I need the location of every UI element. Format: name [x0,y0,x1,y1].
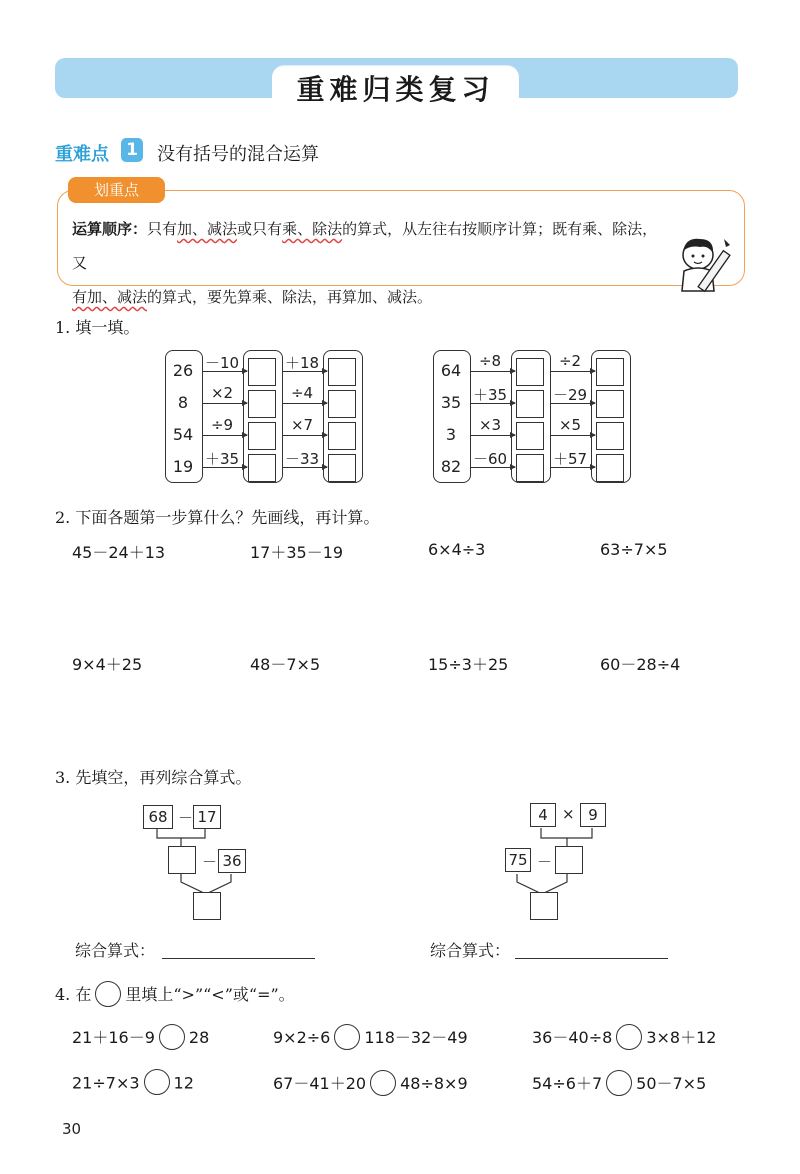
page-title: 重难归类复习 [296,73,495,106]
q2-expr-5: 9×4＋25 [72,655,143,674]
q1-left-answer-box-a2[interactable] [248,390,276,418]
q3-left-formula-line[interactable] [162,958,315,959]
q4-item-5: 67－41＋20 48÷8×9 [273,1071,468,1098]
q1-left-arrow1-2 [203,403,247,404]
q1-right-op1-2: ＋35 [472,386,508,404]
q1-left-number-1: 26 [172,361,194,380]
q4-label: 4. 在 里填上“>”“<”或“=”。 [55,982,295,1009]
q2-label: 2. 下面各题第一步算什么？先画线，再计算。 [55,508,380,527]
q1-right-number-3: 3 [445,425,457,444]
q1-right-diagram [433,350,633,485]
q1-left-op2-4: －33 [284,450,320,468]
q4-item-6: 54÷6＋7 50－7×5 [532,1071,706,1098]
q1-right-number-4: 82 [440,457,462,476]
q2-expr-6: 48－7×5 [250,655,321,674]
q4-answer-circle-3[interactable] [616,1024,642,1050]
q1-right-op1-4: －60 [472,450,508,468]
q1-left-arrow2-1 [283,371,327,372]
q1-left-arrow1-3 [203,435,247,436]
q4-label-circle-icon [95,981,121,1007]
q3-left-op1: － [178,809,194,827]
q1-right-op2-4: ＋57 [552,450,588,468]
q4-answer-circle-2[interactable] [334,1024,360,1050]
q1-left-answer-box-b2[interactable] [328,390,356,418]
page-number: 30 [62,1120,82,1138]
q1-right-answer-box-b1[interactable] [596,358,624,386]
q1-right-answer-box-a4[interactable] [516,454,544,482]
notes-line-1: 运算顺序：只有加、减法或只有乘、除法的算式，从左往右按顺序计算；既有乘、除法，又 [72,220,658,272]
q1-left-arrow2-2 [283,403,327,404]
q3-right-formula-label: 综合算式： [430,941,511,960]
q3-label: 3. 先填空，再列综合算式。 [55,768,252,787]
q3-left-answer-box-1[interactable] [168,846,196,874]
keypoint-title: 没有括号的混合运算 [157,144,319,165]
q1-right-op1-3: ×3 [478,416,502,434]
q4-answer-circle-5[interactable] [370,1070,396,1096]
q2-expr-3: 6×4÷3 [428,540,486,559]
q1-right-arrow1-4 [471,467,515,468]
q1-right-arrow2-3 [551,435,595,436]
q1-left-answer-box-b1[interactable] [328,358,356,386]
q1-right-number-1: 64 [440,361,462,380]
q1-right-op1-1: ÷8 [478,352,502,370]
q3-left-formula-label: 综合算式： [75,941,156,960]
q1-left-arrow2-3 [283,435,327,436]
q1-right-op2-2: －29 [552,386,588,404]
q1-left-answer-box-b4[interactable] [328,454,356,482]
q1-left-op1-1: －10 [204,354,240,372]
q1-left-number-3: 54 [172,425,194,444]
q1-right-arrow2-4 [551,467,595,468]
q4-item-2: 9×2÷6 118－32－49 [273,1025,468,1052]
q1-left-op1-2: ×2 [210,384,234,402]
q1-right-op2-1: ÷2 [558,352,582,370]
q1-right-op2-3: ×5 [558,416,582,434]
q1-left-answer-box-a4[interactable] [248,454,276,482]
q4-answer-circle-6[interactable] [606,1070,632,1096]
q1-left-answer-box-b3[interactable] [328,422,356,450]
q3-right-answer-box-2[interactable] [530,892,558,920]
q1-right-answer-box-a3[interactable] [516,422,544,450]
q3-left-op2: － [202,853,218,871]
q1-right-answer-box-b3[interactable] [596,422,624,450]
q2-expr-2: 17＋35－19 [250,543,344,562]
q1-left-arrow1-4 [203,467,247,468]
q1-left-diagram [165,350,365,485]
q1-left-op2-1: ＋18 [284,354,320,372]
q3-right-num-a: 4 [530,803,556,827]
q4-item-1: 21＋16－9 28 [72,1025,209,1052]
q4-item-4: 21÷7×3 12 [72,1071,194,1097]
q4-item-3: 36－40÷8 3×8＋12 [532,1025,716,1052]
q3-left-num-c: 36 [218,849,246,873]
q1-right-arrow1-2 [471,403,515,404]
q1-left-number-2: 8 [177,393,189,412]
keypoint-number: 1 [121,138,143,162]
student-pencil-icon [660,235,740,297]
q1-left-answer-box-a1[interactable] [248,358,276,386]
q1-right-answer-box-a1[interactable] [516,358,544,386]
q1-left-op2-2: ÷4 [290,384,314,402]
q3-left-num-b: 17 [193,805,221,829]
q2-expr-7: 15÷3＋25 [428,655,509,674]
q3-right-answer-box-1[interactable] [555,846,583,874]
q2-expr-8: 60－28÷4 [600,655,681,674]
q3-right-num-b: 9 [580,803,606,827]
q4-answer-circle-4[interactable] [144,1069,170,1095]
q3-right-formula-line[interactable] [515,958,668,959]
q1-right-answer-box-a2[interactable] [516,390,544,418]
q3-left-num-a: 68 [143,805,173,829]
q1-right-answer-box-b2[interactable] [596,390,624,418]
keypoint-label: 重难点 [55,144,109,165]
q3-right-num-c: 75 [505,848,531,872]
q1-right-answer-box-b4[interactable] [596,454,624,482]
notes-tab: 划重点 [68,177,165,203]
q1-left-arrow2-4 [283,467,327,468]
q2-expr-1: 45－24＋13 [72,543,166,562]
q1-left-answer-box-a3[interactable] [248,422,276,450]
q4-answer-circle-1[interactable] [159,1024,185,1050]
notes-text [72,212,672,314]
q3-left-answer-box-2[interactable] [193,892,221,920]
q1-right-arrow1-3 [471,435,515,436]
q1-right-number-2: 35 [440,393,462,412]
notes-line-2: 有加、减法的算式，要先算乘、除法，再算加、减法。 [72,288,433,306]
q2-expr-4: 63÷7×5 [600,540,668,559]
q1-right-arrow2-2 [551,403,595,404]
q1-label: 1. 填一填。 [55,318,140,337]
q1-left-op2-3: ×7 [290,416,314,434]
q1-left-number-4: 19 [172,457,194,476]
q1-left-op1-3: ÷9 [210,416,234,434]
q1-left-arrow1-1 [203,371,247,372]
q3-right-op2: － [537,853,553,871]
q1-right-arrow2-1 [551,371,595,372]
q1-left-op1-4: ＋35 [204,450,240,468]
q3-right-op1: × [562,805,575,823]
q1-right-arrow1-1 [471,371,515,372]
